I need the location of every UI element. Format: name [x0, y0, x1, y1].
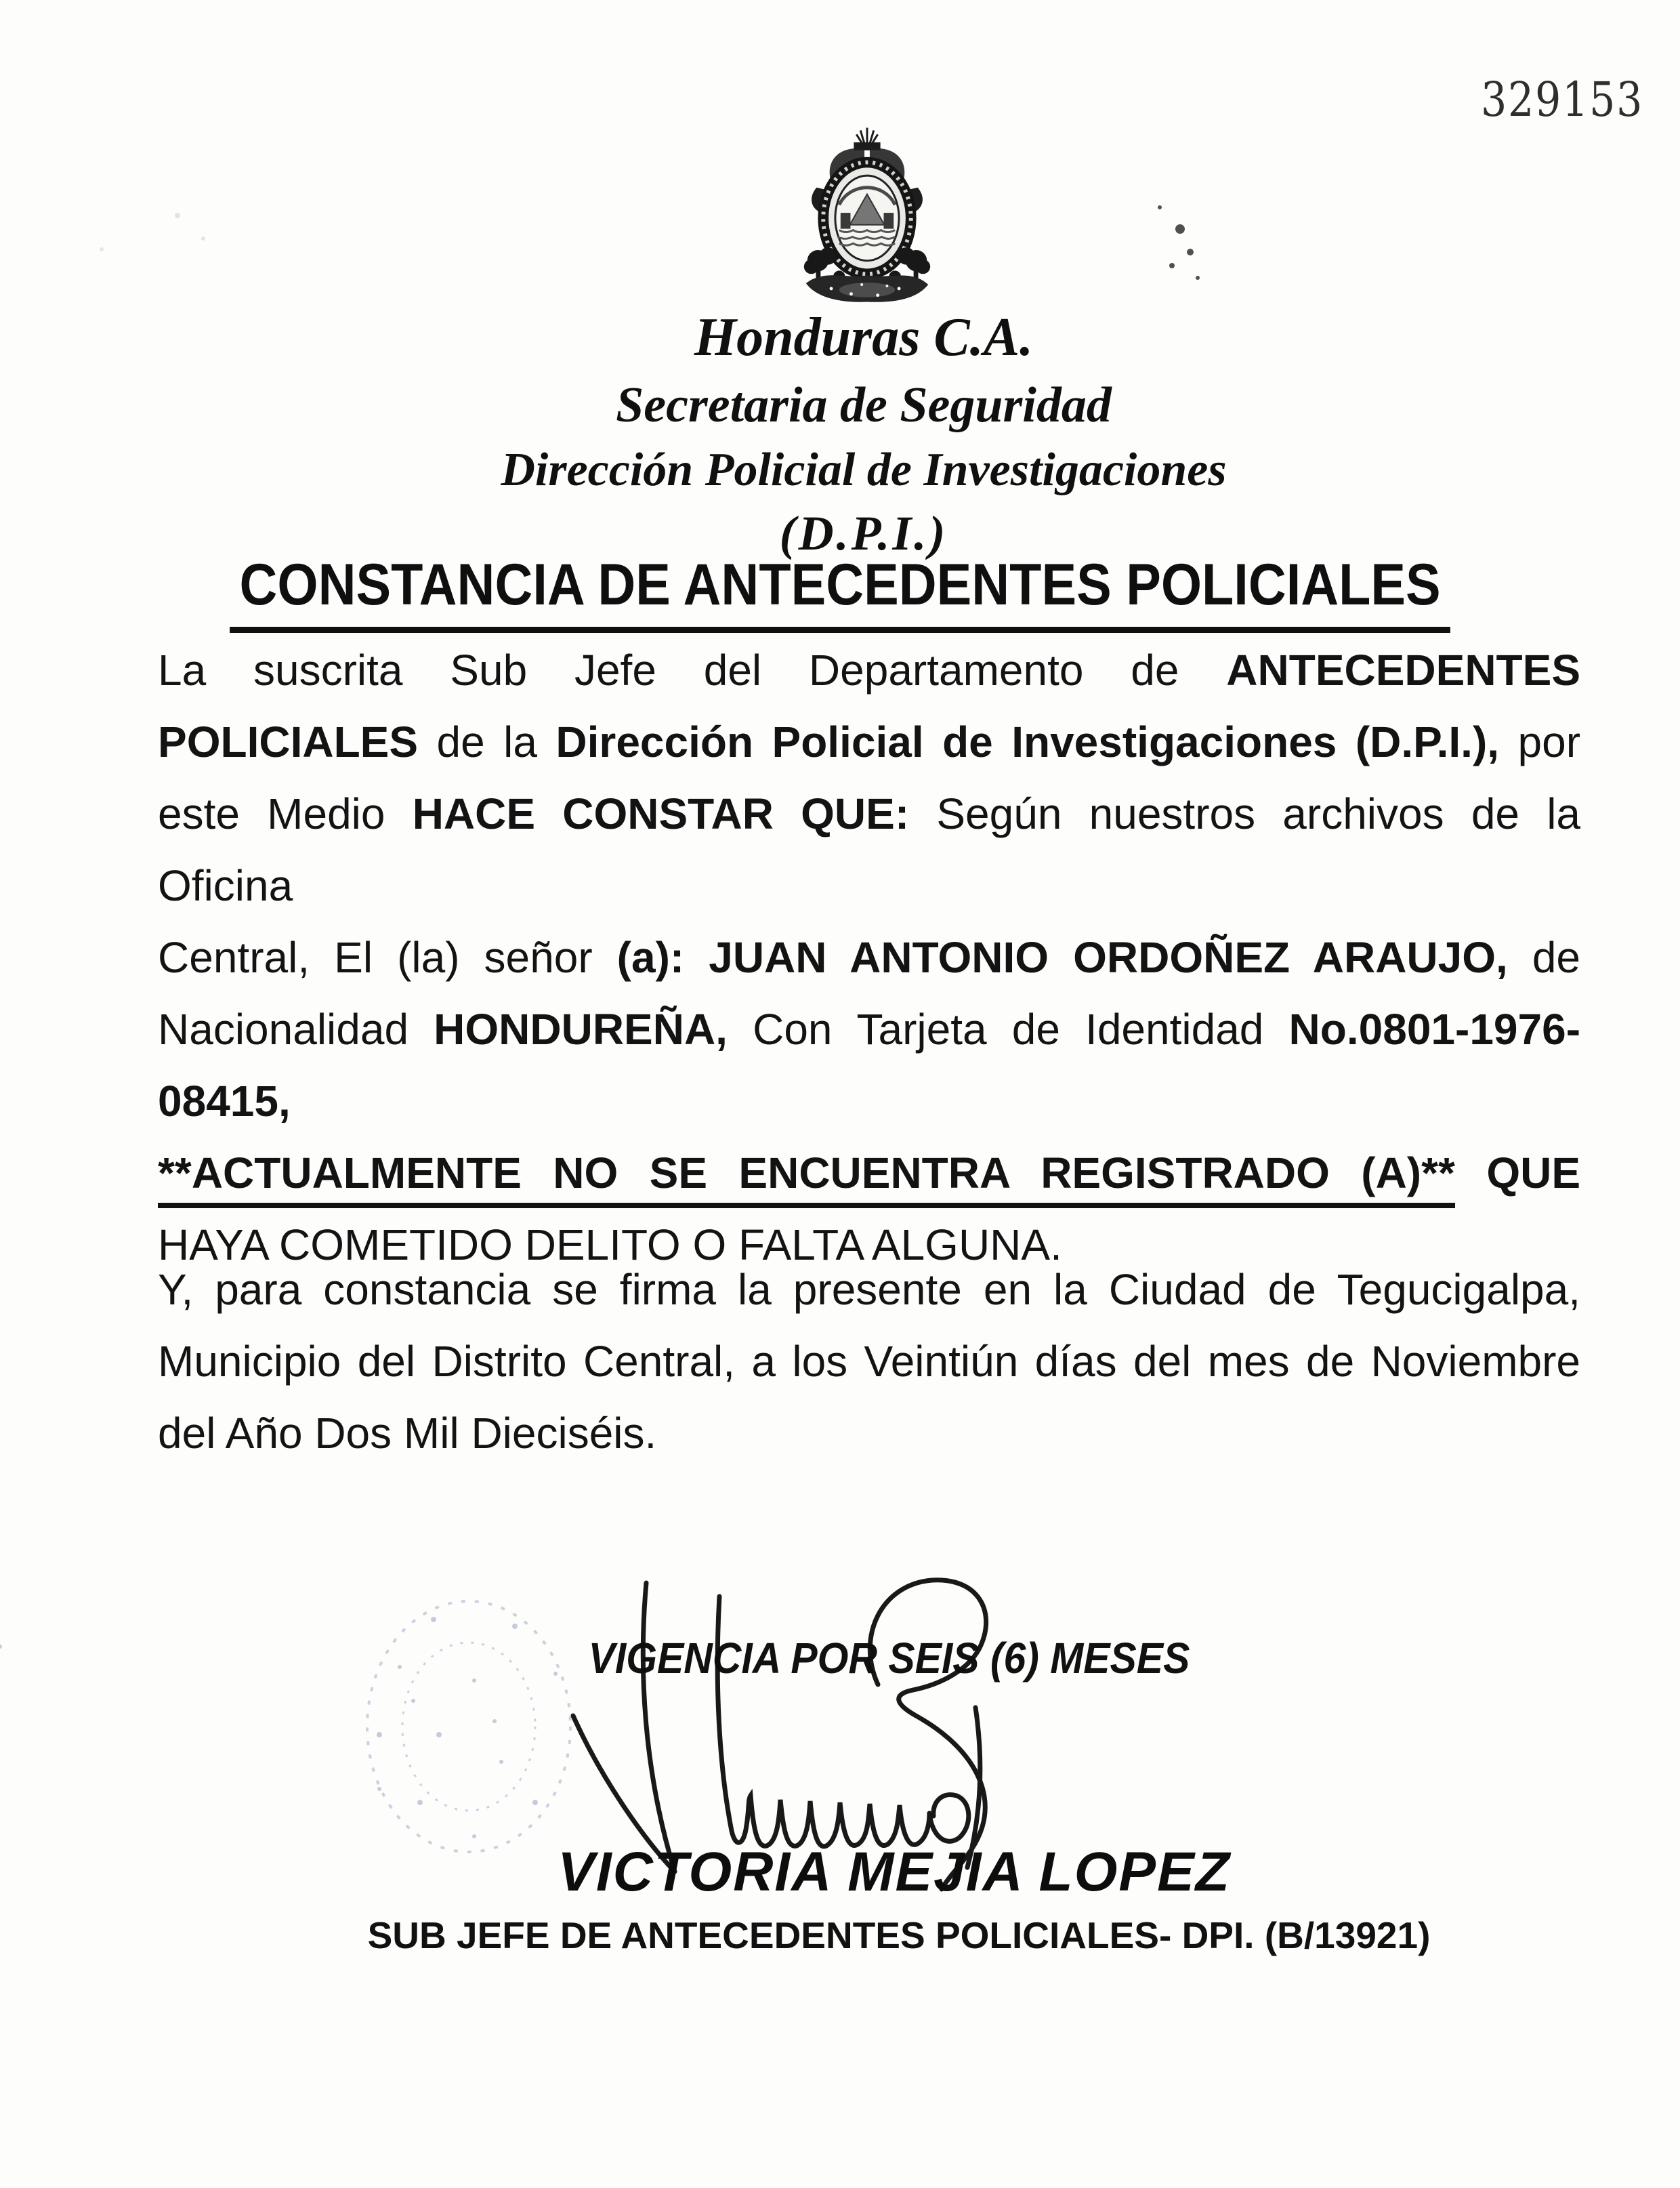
- signer-name: VICTORIA MEJIA LOPEZ: [558, 1841, 1231, 1903]
- signer-title: SUB JEFE DE ANTECEDENTES POLICIALES- DPI. (B/13921): [367, 1914, 1431, 1956]
- body-line: HAYA COMETIDO DELITO O FALTA ALGUNA.: [158, 1220, 1062, 1269]
- body-line: Nacionalidad HONDUREÑA, Con Tarjeta de Identidad No.0801-1976-08415,: [158, 1005, 1580, 1126]
- serial-number: 329153: [1481, 72, 1644, 127]
- ink-specks: [1158, 205, 1200, 280]
- letterhead: [0, 302, 1680, 566]
- validity-note: VIGENCIA POR SEIS (6) MESES: [588, 1634, 1190, 1683]
- honduras-coat-of-arms-icon: [798, 123, 936, 308]
- letterhead-secretaria: Secretaria de Seguridad: [616, 377, 1112, 433]
- body-line: POLICIALES de la Dirección Policial de Investigaciones (D.P.I.), por: [158, 718, 1581, 766]
- letterhead-country: Honduras C.A.: [694, 308, 1034, 367]
- body-line: del Año Dos Mil Dieciséis.: [158, 1409, 657, 1458]
- paper-dust: [100, 213, 205, 251]
- letterhead-dpi: (D.P.I.): [779, 506, 948, 560]
- body-line: Central, El (la) señor (a): JUAN ANTONIO ORDOÑEZ ARAUJO, de: [158, 933, 1580, 982]
- body-line: Municipio del Distrito Central, a los Veintiún días del mes de Noviembre: [158, 1337, 1580, 1386]
- letterhead-direccion: Dirección Policial de Investigaciones: [501, 444, 1227, 496]
- body-line: este Medio HACE CONSTAR QUE: Según nuestros archivos de la Oficina: [158, 789, 1581, 910]
- paragraph-certification: [158, 634, 1580, 1281]
- body-line-registration-status: **ACTUALMENTE NO SE ENCUENTRA REGISTRADO (A)** QUE: [158, 1137, 1580, 1209]
- paragraph-closing: [158, 1254, 1580, 1469]
- body-line: La suscrita Sub Jefe del Departamento de ANTECEDENTES: [158, 646, 1580, 695]
- document-title: CONSTANCIA DE ANTECEDENTES POLICIALES: [230, 552, 1450, 633]
- body-line: Y, para constancia se firma la presente en la Ciudad de Tegucigalpa,: [158, 1265, 1580, 1314]
- title-row: [0, 552, 1680, 633]
